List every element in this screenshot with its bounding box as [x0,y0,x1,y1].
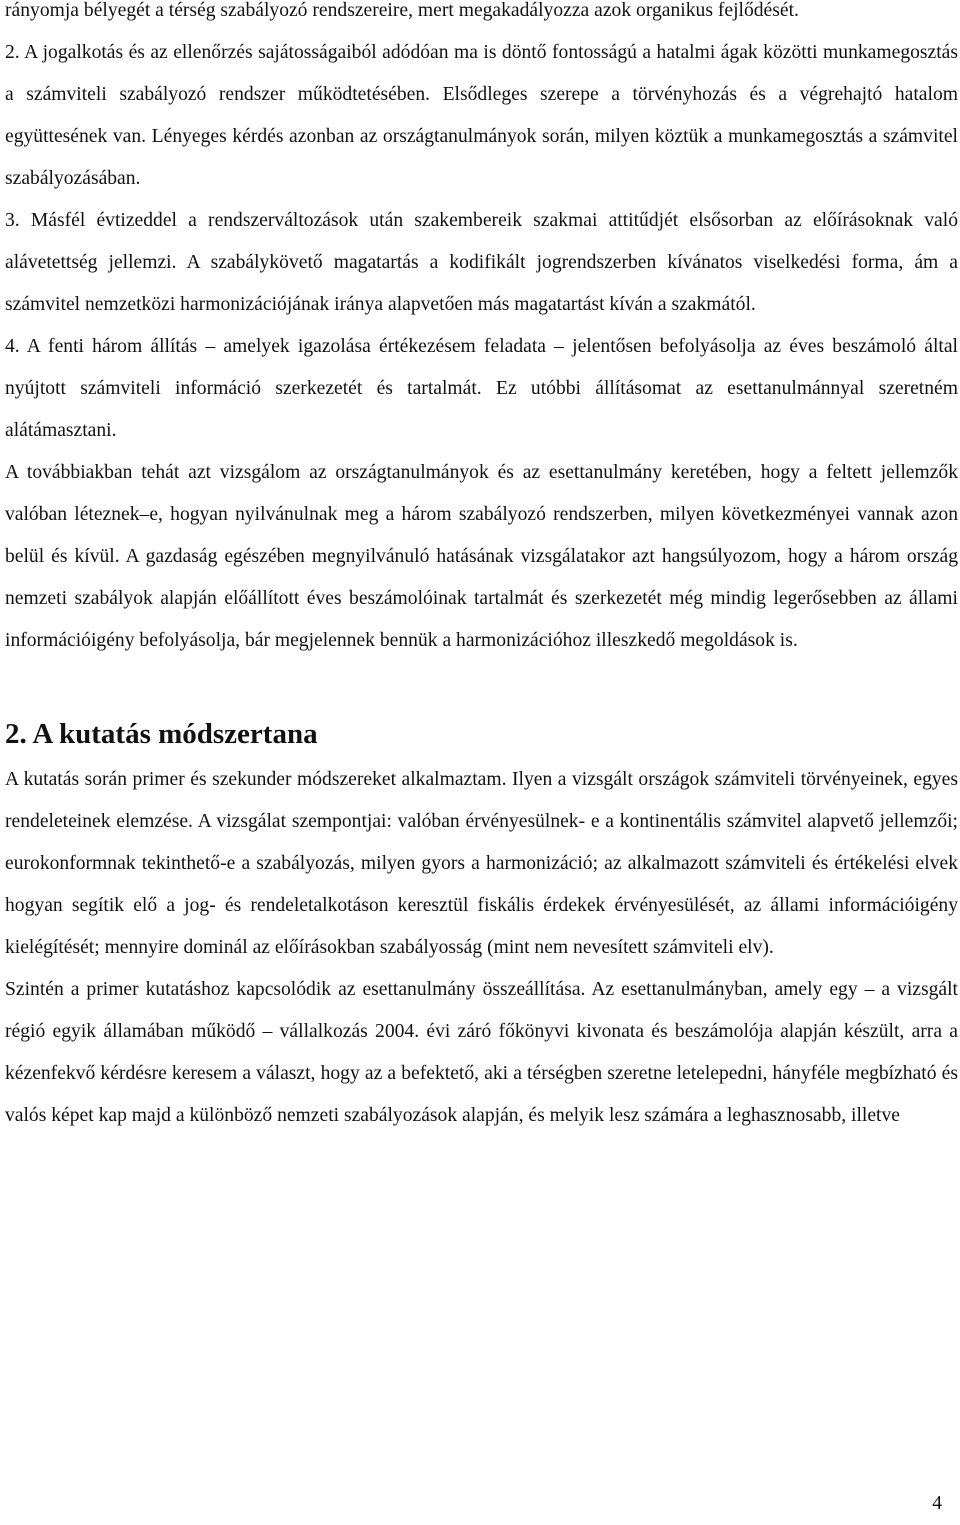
paragraph-case-study: Szintén a primer kutatáshoz kapcsolódik az esettanulmány összeállítása. Az esettanulmányban, amely egy – a vizsgált régió egyik államában működő – vállalkozás 2004. évi záró főkönyvi kivonata és beszámolója alapján készült, arra a kézenfekvő kérdésre keresem a választ, hogy az a befektető, aki a térségben szeretne letelepedni, hányféle megbízható és valós képet kap majd a különböző nemzeti szabályozások alapján, és melyik lesz számára a leghasznosabb, illetve [5,979,958,1126]
section-title: 2. A kutatás módszertana [5,718,318,750]
paragraph-research-scope: A továbbiakban tehát azt vizsgálom az országtanulmányok és az esettanulmány keretében, hogy a feltett jellemzők valóban léteznek–e, hogyan nyilvánulnak meg a három szabályozó rendszerben, milyen következményei vannak azon belül és kívül. A gazdaság egészében megnyilvánuló hatásának vizsgálatakor azt hangsúlyozom, hogy a három ország nemzeti szabályok alapján előállított éves beszámolóinak tartalmát és szerkezetét még mindig legerősebben az állami információigény befolyásolja, bár megjelennek bennük a harmonizációhoz illeszkedő megoldások is. [5,462,958,651]
page-number: 4 [932,1493,942,1514]
paragraph-point-4: 4. A fenti három állítás – amelyek igazolása értékezésem feladata – jelentősen befolyásolja az éves beszámoló által nyújtott számviteli információ szerkezetét és tartalmát. Ez utóbbi állításomat az esettanulmánnyal szeretném alátámasztani. [5,336,958,441]
paragraph-intro-continuation: rányomja bélyegét a térség szabályozó rendszereire, mert megakadályozza azok organikus fejlődését. [5,0,799,21]
paragraph-point-3: 3. Másfél évtizeddel a rendszerváltozások után szakembereik szakmai attitűdjét elsősorban az előírásoknak való alávetettség jellemzi. A szabálykövető magatartás a kodifikált jogrendszerben kívánatos viselkedési forma, ám a számvitel nemzetközi harmonizációjának iránya alapvetően más magatartást kíván a szakmától. [5,210,958,315]
document-page [5,0,958,1137]
paragraph-methods: A kutatás során primer és szekunder módszereket alkalmaztam. Ilyen a vizsgált országok számviteli törvényeinek, egyes rendeleteinek elemzése. A vizsgálat szempontjai: valóban érvényesülnek- e a kontinentális számvitel alapvető jellemzői; eurokonformnak tekinthető-e a szabályozás, milyen gyors a harmonizáció; az alkalmazott számviteli és értékelési elvek hogyan segítik elő a jog- és rendeletalkotáson keresztül fiskális érdekek érvényesülését, az állami információigény kielégítését; mennyire dominál az előírásokban szabályosság (mint nem nevesített számviteli elv). [5,769,958,958]
paragraph-point-2: 2. A jogalkotás és az ellenőrzés sajátosságaiból adódóan ma is döntő fontosságú a hatalmi ágak közötti munkamegosztás a számviteli szabályozó rendszer működtetésében. Elsődleges szerepe a törvényhozás és a végrehajtó hatalom együttesének van. Lényeges kérdés azonban az országtanulmányok során, milyen köztük a munkamegosztás a számvitel szabályozásában. [5,42,958,189]
